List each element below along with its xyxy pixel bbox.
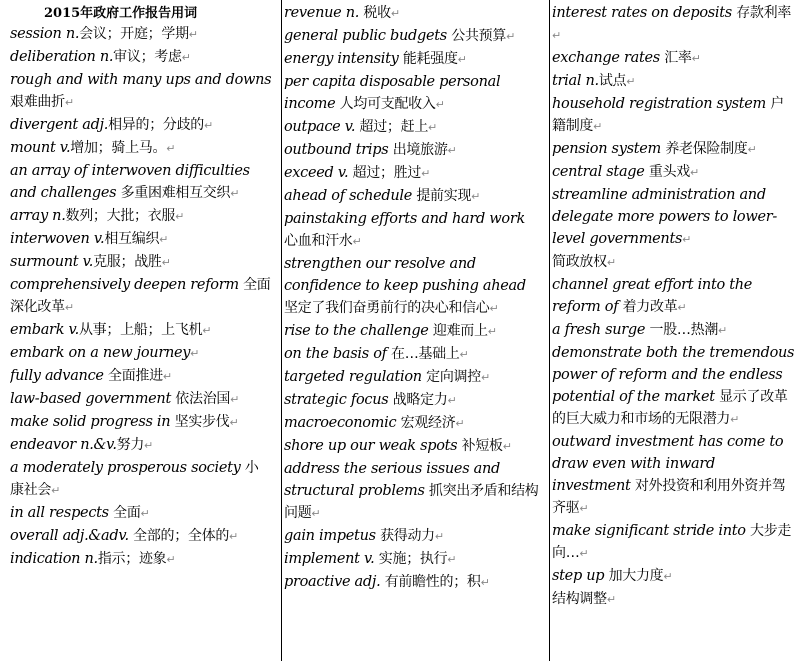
chinese-translation: 加大力度 [608,568,664,584]
column-3-entries [552,2,796,611]
english-term: make significant stride into [552,523,751,539]
paragraph-mark-icon [447,553,456,566]
chinese-translation: 存款利率 [736,5,792,21]
chinese-translation: 汇率 [664,50,692,66]
vocab-entry [10,365,272,388]
paragraph-mark-icon [607,593,616,606]
vocab-entry [284,435,539,458]
vocab-entry [10,114,272,137]
english-term: exceed v. [284,165,353,181]
chinese-translation: 定向调控 [426,369,481,385]
english-term: strengthen our resolve and confidence to keep pushing ahead [284,256,526,294]
english-term: rough and with many ups and downs [10,72,272,88]
column-2 [281,0,539,661]
vocab-entry [552,161,796,184]
vocab-entry [552,2,796,47]
chinese-translation: 能耗强度 [402,51,458,67]
english-term: household registration system [552,96,771,112]
english-term: deliberation n. [10,49,114,65]
chinese-translation: 出境旅游 [392,142,448,158]
paragraph-mark-icon [65,301,74,314]
english-term: per capita disposable personal income [284,74,501,112]
vocab-entry [552,342,796,431]
chinese-translation: 从事；上船；上飞机 [78,322,203,338]
english-term: divergent adj. [10,117,109,133]
paragraph-mark-icon [471,190,480,203]
english-term: gain impetus [284,528,381,544]
paragraph-mark-icon [202,324,211,337]
paragraph-mark-icon [182,51,191,64]
chinese-translation: 超过；赶上 [359,119,429,135]
vocab-entry [10,411,272,434]
english-term: implement v. [284,551,379,567]
english-term: endeavor n.&v. [10,437,117,453]
chinese-translation: 迎难而上 [432,323,488,339]
chinese-translation: 重头戏 [648,164,690,180]
paragraph-mark-icon [166,142,175,155]
paragraph-mark-icon [391,7,400,20]
paragraph-mark-icon [421,167,430,180]
column-1-entries [10,23,272,571]
vocab-entry [10,388,272,411]
chinese-translation: 努力 [116,437,145,453]
vocab-entry [10,342,272,365]
english-term: outbound trips [284,142,393,158]
vocab-entry [284,412,539,435]
vocab-entry [10,434,272,457]
paragraph-mark-icon [428,121,437,134]
english-term: interwoven v. [10,231,105,247]
chinese-translation: 试点 [598,73,627,89]
vocab-entry [284,162,539,185]
english-term: comprehensively deepen reform [10,277,244,293]
paragraph-mark-icon [159,233,168,246]
paragraph-mark-icon [682,233,691,246]
paragraph-mark-icon [230,393,239,406]
chinese-translation: 坚实步伐 [174,414,230,430]
paragraph-mark-icon [229,530,238,543]
paragraph-mark-icon [663,570,672,583]
chinese-translation: 数列；大批；衣服 [65,208,176,224]
english-term: central stage [552,164,649,180]
vocab-entry [284,343,539,366]
english-term: painstaking efforts and hard work [284,211,525,227]
paragraph-mark-icon [503,440,512,453]
paragraph-mark-icon [230,187,239,200]
english-term: revenue n. [284,5,364,21]
chinese-translation: 获得动力 [380,528,435,544]
paragraph-mark-icon [490,302,499,315]
paragraph-mark-icon [593,120,602,133]
english-term: proactive adj. [284,574,385,590]
vocab-entry [10,23,272,46]
vocab-entry [10,274,272,319]
vocab-entry [284,458,539,525]
paragraph-mark-icon [579,502,588,515]
english-term: embark v. [10,322,79,338]
paragraph-mark-icon [353,235,362,248]
chinese-translation: 在…基础上 [391,346,460,362]
vocab-entry [10,46,272,69]
vocab-entry [552,93,796,138]
chinese-translation: 审议；考虑 [113,49,182,65]
vocab-entry [284,366,539,389]
paragraph-mark-icon [481,576,490,589]
vocab-entry [552,251,796,274]
vocab-entry [552,138,796,161]
english-term: address the serious issues and structural problems [284,461,501,499]
english-term: overall adj.&adv. [10,528,134,544]
english-term: a moderately prosperous society [10,460,245,476]
english-term: energy intensity [284,51,403,67]
english-term: law-based government [10,391,176,407]
vocab-entry [552,431,796,520]
english-term: targeted regulation [284,369,427,385]
paragraph-mark-icon [718,324,727,337]
chinese-translation: 全面推进 [108,368,163,384]
vocab-entry [552,184,796,251]
english-term: trial n. [552,73,599,89]
chinese-translation: 心血和汗水 [284,233,353,249]
paragraph-mark-icon [448,394,457,407]
vocab-entry [284,208,539,253]
paragraph-mark-icon [506,30,515,43]
vocab-entry [552,274,796,319]
vocab-entry [552,565,796,588]
vocab-entry [10,502,272,525]
vocab-entry [284,253,539,320]
english-term: session n. [10,26,80,42]
vocab-entry [10,457,272,502]
english-term: general public budgets [284,28,452,44]
paragraph-mark-icon [175,210,184,223]
paragraph-mark-icon [162,256,171,269]
english-term: rise to the challenge [284,323,433,339]
column-3 [549,0,796,661]
paragraph-mark-icon [748,143,757,156]
chinese-translation: 超过；胜过 [352,165,422,181]
document-title: 2015年政府工作报告用词 [44,6,198,21]
english-term: streamline administration and delegate more powers to lower-level governments [552,187,777,247]
chinese-translation: 着力改革 [622,299,678,315]
paragraph-mark-icon [448,144,457,157]
chinese-translation: 一股…热潮 [649,322,719,338]
english-term: indication n. [10,551,98,567]
english-term: mount v. [10,140,71,156]
vocab-entry [284,320,539,343]
english-term: strategic focus [284,392,393,408]
chinese-translation: 艰难曲折 [10,94,65,110]
chinese-translation: 简政放权 [552,254,607,270]
vocab-entry [10,525,272,548]
english-term: a fresh surge [552,322,650,338]
english-term: shore up our weak spots [284,438,462,454]
chinese-translation: 对外投资和利用外资并驾齐驱 [552,478,786,516]
paragraph-mark-icon [189,28,198,41]
english-term: ahead of schedule [284,188,417,204]
english-term: on the basis of [284,346,391,362]
vocab-entry [552,319,796,342]
vocab-entry [284,525,539,548]
paragraph-mark-icon [51,484,60,497]
paragraph-mark-icon [488,325,497,338]
vocab-entry [10,319,272,342]
vocab-entry [284,185,539,208]
english-term: surmount v. [10,254,94,270]
vocab-entry [10,205,272,228]
paragraph-mark-icon [607,256,616,269]
paragraph-mark-icon [163,370,172,383]
chinese-translation: 人均可支配收入 [339,96,436,112]
vocab-entry [284,2,539,25]
paragraph-mark-icon [626,75,635,88]
chinese-translation: 相互编织 [104,231,160,247]
vocab-entry [10,69,272,114]
english-term: fully advance [10,368,108,384]
chinese-translation: 结构调整 [552,591,607,607]
chinese-translation: 补短板 [461,438,503,454]
vocab-entry [552,47,796,70]
vocab-entry [10,160,272,205]
paragraph-mark-icon [144,439,153,452]
paragraph-mark-icon [690,166,699,179]
chinese-translation: 增加；骑上马。 [70,140,167,156]
chinese-translation: 战略定力 [392,392,448,408]
chinese-translation: 公共预算 [451,28,507,44]
paragraph-mark-icon [455,417,464,430]
english-term: demonstrate both the tremendous power of reform and the endless potential of the market [552,345,795,405]
vocab-entry [284,25,539,48]
english-term: make solid progress in [10,414,175,430]
paragraph-mark-icon [677,301,686,314]
chinese-translation: 会议；开庭；学期 [79,26,189,42]
paragraph-mark-icon [552,29,561,42]
chinese-translation: 全部的；全体的 [133,528,230,544]
vocab-entry [552,70,796,93]
chinese-translation: 小康社会 [10,460,259,498]
chinese-translation: 大步走向… [552,523,792,561]
chinese-translation: 养老保险制度 [665,141,748,157]
vocab-entry [284,48,539,71]
english-term: outward investment has come to draw even with inward investment [552,434,784,494]
english-term: step up [552,568,609,584]
vocab-entry [284,548,539,571]
paragraph-mark-icon [579,547,588,560]
chinese-translation: 户籍制度 [552,96,784,134]
paragraph-mark-icon [458,53,467,66]
chinese-translation: 有前瞻性的；积 [384,574,481,590]
chinese-translation: 克服；战胜 [93,254,162,270]
chinese-translation: 宏观经济 [400,415,456,431]
paragraph-mark-icon [166,553,175,566]
vocab-entry [284,71,539,116]
chinese-translation: 多重困难相互交织 [120,185,231,201]
english-term: interest rates on deposits [552,5,737,21]
vocab-entry [284,389,539,412]
english-term: outpace v. [284,119,360,135]
chinese-translation: 坚定了我们奋勇前行的决心和信心 [284,300,490,316]
english-term: array n. [10,208,66,224]
chinese-translation: 指示；迹象 [97,551,167,567]
paragraph-mark-icon [311,507,320,520]
paragraph-mark-icon [460,348,469,361]
paragraph-mark-icon [436,98,445,111]
english-term: embark on a new journey [10,345,191,361]
english-term: exchange rates [552,50,665,66]
paragraph-mark-icon [229,416,238,429]
chinese-translation: 全面深化改革 [10,277,271,315]
paragraph-mark-icon [481,371,490,384]
chinese-translation: 提前实现 [416,188,472,204]
vocab-entry [552,588,796,611]
paragraph-mark-icon [190,347,199,360]
english-term: pension system [552,141,666,157]
chinese-translation: 税收 [363,5,391,21]
vocab-entry [10,137,272,160]
chinese-translation: 相异的；分歧的 [108,117,204,133]
english-term: channel great effort into the reform of [552,277,753,315]
paragraph-mark-icon [435,530,444,543]
vocab-entry [284,116,539,139]
vocab-entry [10,228,272,251]
paragraph-mark-icon [141,507,150,520]
vocab-entry [10,548,272,571]
chinese-translation: 抓突出矛盾和结构问题 [284,483,539,521]
english-term: macroeconomic [284,415,401,431]
vocab-entry [552,520,796,565]
column-2-entries [284,2,539,594]
chinese-translation: 实施；执行 [378,551,448,567]
chinese-translation: 依法治国 [175,391,231,407]
vocab-entry [284,571,539,594]
vocab-entry [10,251,272,274]
english-term: in all respects [10,505,114,521]
paragraph-mark-icon [204,119,213,132]
chinese-translation: 显示了改革的巨大威力和市场的无限潜力 [552,389,788,427]
paragraph-mark-icon [692,52,701,65]
column-1 [10,0,272,661]
vocab-entry [284,139,539,162]
paragraph-mark-icon [730,413,739,426]
chinese-translation: 全面 [113,505,141,521]
english-term: an array of interwoven difficulties and challenges [10,163,250,201]
paragraph-mark-icon [65,96,74,109]
